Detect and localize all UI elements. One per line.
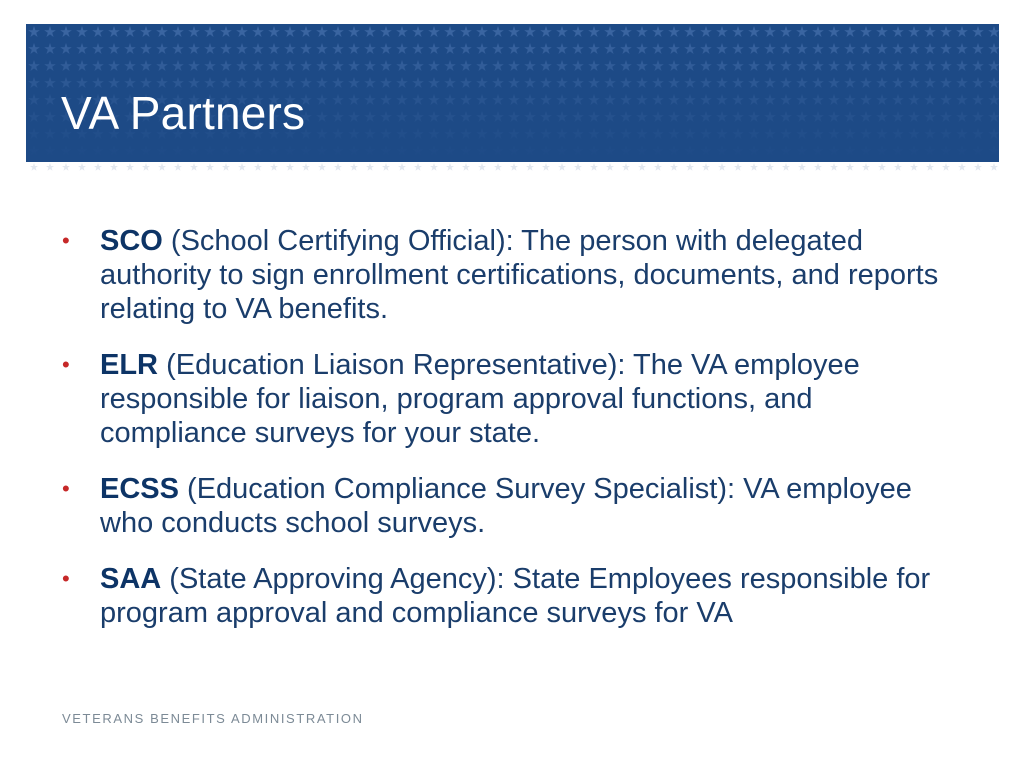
banner-star-fringe bbox=[26, 162, 999, 174]
definition-elr: (Education Liaison Representative): The VA employee responsible for liaison, program approval functions, and compliance surveys for your state. bbox=[100, 349, 860, 449]
bullet-marker: • bbox=[62, 228, 70, 253]
definition-saa: (State Approving Agency): State Employees responsible for program approval and compliance surveys for VA bbox=[100, 563, 931, 629]
bullet-item-sco bbox=[60, 224, 960, 326]
term-sco: SCO bbox=[100, 225, 163, 257]
bullet-list bbox=[60, 224, 960, 652]
bullet-item-saa bbox=[60, 562, 960, 630]
bullet-marker: • bbox=[62, 476, 70, 501]
bullet-item-elr bbox=[60, 348, 960, 450]
bullet-marker: • bbox=[62, 352, 70, 377]
title-banner bbox=[26, 24, 999, 162]
bullet-marker: • bbox=[62, 566, 70, 591]
term-saa: SAA bbox=[100, 563, 162, 595]
slide-title: VA Partners bbox=[61, 87, 306, 139]
bullet-item-ecss bbox=[60, 472, 960, 540]
definition-sco: (School Certifying Official): The person with delegated authority to sign enrollment certifications, documents, and reports relating to VA benefits. bbox=[100, 225, 939, 325]
definition-ecss: (Education Compliance Survey Specialist): VA employee who conducts school surveys. bbox=[100, 473, 912, 539]
term-ecss: ECSS bbox=[100, 473, 179, 505]
term-elr: ELR bbox=[100, 349, 158, 381]
footer-organization-name: VETERANS BENEFITS ADMINISTRATION bbox=[62, 711, 364, 726]
